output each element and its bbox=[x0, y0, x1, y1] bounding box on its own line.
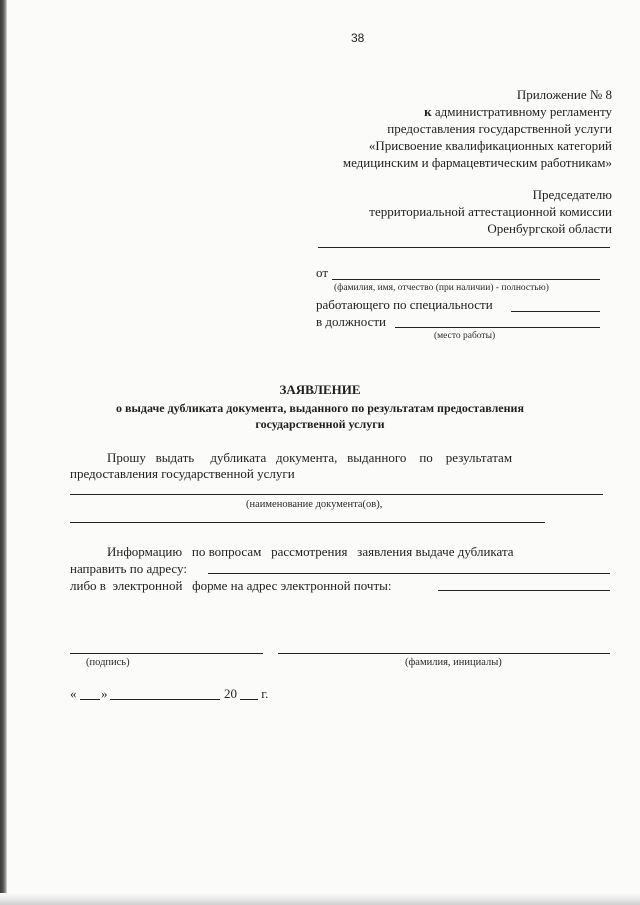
date-year-suffix: г. bbox=[258, 686, 269, 701]
document-name-line bbox=[70, 494, 603, 495]
addressee-commission: территориальной аттестационной комиссии bbox=[369, 204, 612, 219]
appendix-reference-bold: к bbox=[424, 104, 432, 119]
date-year-prefix: 20 bbox=[224, 686, 237, 701]
request-line-2: предоставления государственной услуги bbox=[70, 466, 295, 481]
from-label: от bbox=[316, 265, 329, 280]
date-year-line bbox=[240, 699, 258, 700]
signature-caption: (подпись) bbox=[86, 657, 130, 668]
addressee-blank-line bbox=[318, 247, 610, 248]
position-line bbox=[395, 327, 600, 328]
email-line bbox=[438, 590, 610, 591]
name-initials-caption: (фамилия, инициалы) bbox=[405, 657, 502, 668]
date-open-quote: « bbox=[70, 686, 77, 701]
appendix-reference bbox=[424, 103, 612, 120]
addressee-title: Председателю bbox=[532, 187, 612, 202]
specialty-label: работающего по специальности bbox=[316, 297, 493, 312]
workplace-caption: (место работы) bbox=[434, 331, 496, 341]
signature-line bbox=[70, 653, 263, 654]
appendix-number: Приложение № 8 bbox=[516, 87, 612, 102]
request-line-1: Прошу выдать дубликата документа, выданного по результатам bbox=[107, 450, 513, 465]
document-title: ЗАЯВЛЕНИЕ bbox=[279, 382, 361, 397]
document-subtitle-2: государственной услуги bbox=[255, 417, 385, 431]
appendix-line5: медицинским и фармацевтическим работникам» bbox=[342, 155, 612, 170]
name-initials-line bbox=[278, 653, 610, 654]
page-left-edge bbox=[0, 0, 7, 905]
info-line-1: Информацию по вопросам рассмотрения заявления выдаче дубликата bbox=[107, 544, 514, 559]
page-bottom-edge bbox=[0, 893, 640, 905]
address-line bbox=[208, 573, 610, 574]
page-number: 38 bbox=[351, 31, 365, 45]
position-label: в должности bbox=[316, 314, 386, 329]
document-name-caption: (наименование документа(ов), bbox=[246, 499, 383, 510]
date-month-line bbox=[110, 699, 220, 700]
date-day-line bbox=[80, 699, 100, 700]
document-subtitle-1: о выдаче дубликата документа, выданного по результатам предоставления bbox=[116, 401, 524, 415]
appendix-reference-rest: административному регламенту bbox=[431, 104, 612, 119]
info-line-3: либо в электронной форме на адрес электронной почты: bbox=[70, 578, 392, 593]
specialty-line bbox=[511, 311, 600, 312]
appendix-line4: «Присвоение квалификационных категорий bbox=[368, 138, 612, 153]
from-name-caption: (фамилия, имя, отчество (при наличии) - полностью) bbox=[334, 283, 549, 293]
appendix-line3: предоставления государственной услуги bbox=[387, 121, 612, 136]
addressee-region: Оренбургской области bbox=[487, 221, 612, 236]
date-close-quote: » bbox=[101, 686, 108, 701]
info-line-2: направить по адресу: bbox=[70, 561, 187, 576]
document-name-line-2 bbox=[70, 522, 545, 523]
from-name-line bbox=[332, 279, 600, 280]
